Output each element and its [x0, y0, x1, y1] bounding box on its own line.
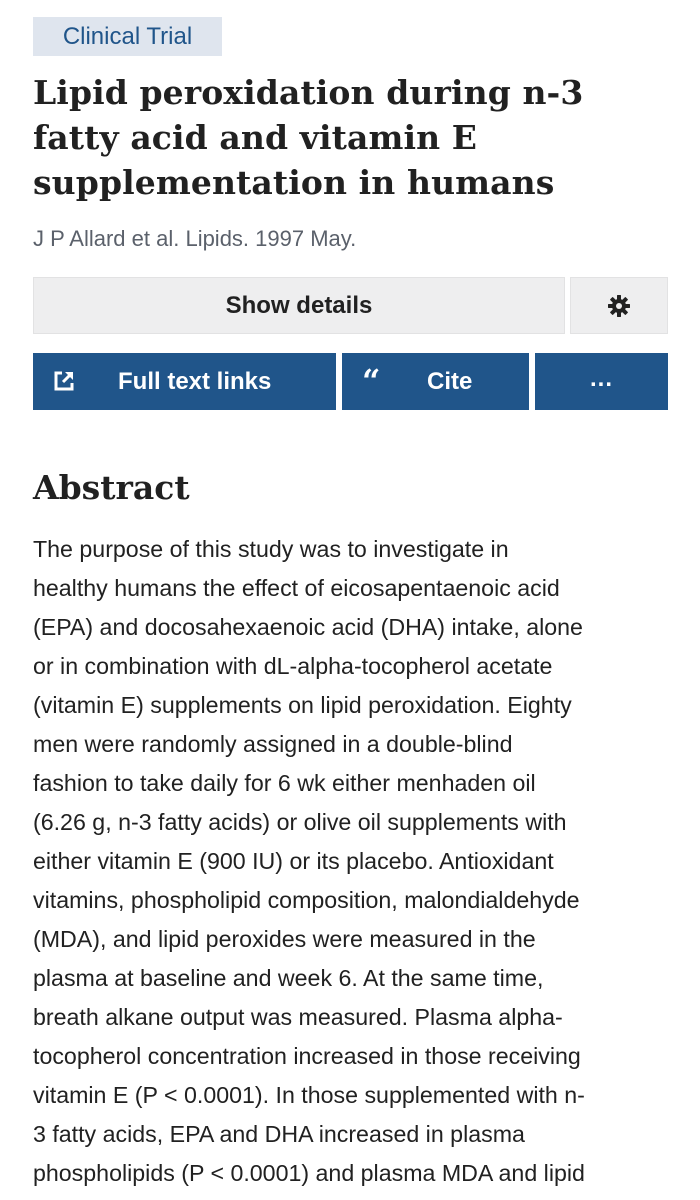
show-details-button[interactable] — [33, 277, 565, 334]
full-text-links-button[interactable] — [33, 353, 336, 410]
abstract-line: (vitamin E) supplements on lipid peroxidation. Eighty — [33, 692, 572, 718]
abstract-line: (EPA) and docosahexaenoic acid (DHA) intake, alone — [33, 614, 583, 640]
abstract-line: vitamins, phospholipid composition, malondialdehyde — [33, 887, 580, 913]
abstract-line: vitamin E (P < 0.0001). In those supplemented with n- — [33, 1082, 585, 1108]
abstract-line: phospholipids (P < 0.0001) and plasma MDA and lipid — [33, 1160, 585, 1186]
abstract-line: (MDA), and lipid peroxides were measured in the — [33, 926, 536, 952]
cite-button[interactable] — [342, 353, 529, 410]
abstract-line: 3 fatty acids, EPA and DHA increased in plasma — [33, 1121, 525, 1147]
display-settings-button[interactable] — [570, 277, 668, 334]
abstract-line: or in combination with dL-alpha-tocopherol acetate — [33, 653, 553, 679]
abstract-body — [33, 530, 673, 1193]
article-type-badge: Clinical Trial — [33, 17, 222, 56]
article-title: Lipid peroxidation during n-3 fatty acid and vitamin E supplementation in humans — [33, 73, 584, 202]
full-text-links-label: Full text links — [118, 367, 272, 395]
article-citation[interactable]: J P Allard et al. Lipids. 1997 May. — [33, 226, 357, 251]
abstract-line: men were randomly assigned in a double-blind — [33, 731, 513, 757]
gear-icon — [607, 294, 631, 318]
abstract-line: fashion to take daily for 6 wk either menhaden oil — [33, 770, 536, 796]
abstract-line: healthy humans the effect of eicosapentaenoic acid — [33, 575, 560, 601]
more-actions-button[interactable] — [535, 353, 668, 410]
abstract-line: either vitamin E (900 IU) or its placebo. Antioxidant — [33, 848, 554, 874]
abstract-line: The purpose of this study was to investigate in — [33, 536, 509, 562]
abstract-line: tocopherol concentration increased in those receiving — [33, 1043, 581, 1069]
abstract-heading: Abstract — [33, 468, 190, 507]
show-details-label: Show details — [225, 291, 373, 319]
external-link-icon — [53, 370, 75, 392]
abstract-line: (6.26 g, n-3 fatty acids) or olive oil supplements with — [33, 809, 567, 835]
more-actions-label: ... — [589, 364, 613, 392]
cite-label: Cite — [427, 367, 473, 395]
abstract-line: breath alkane output was measured. Plasma alpha- — [33, 1004, 563, 1030]
abstract-line: plasma at baseline and week 6. At the same time, — [33, 965, 544, 991]
quote-icon: “ — [362, 362, 381, 400]
